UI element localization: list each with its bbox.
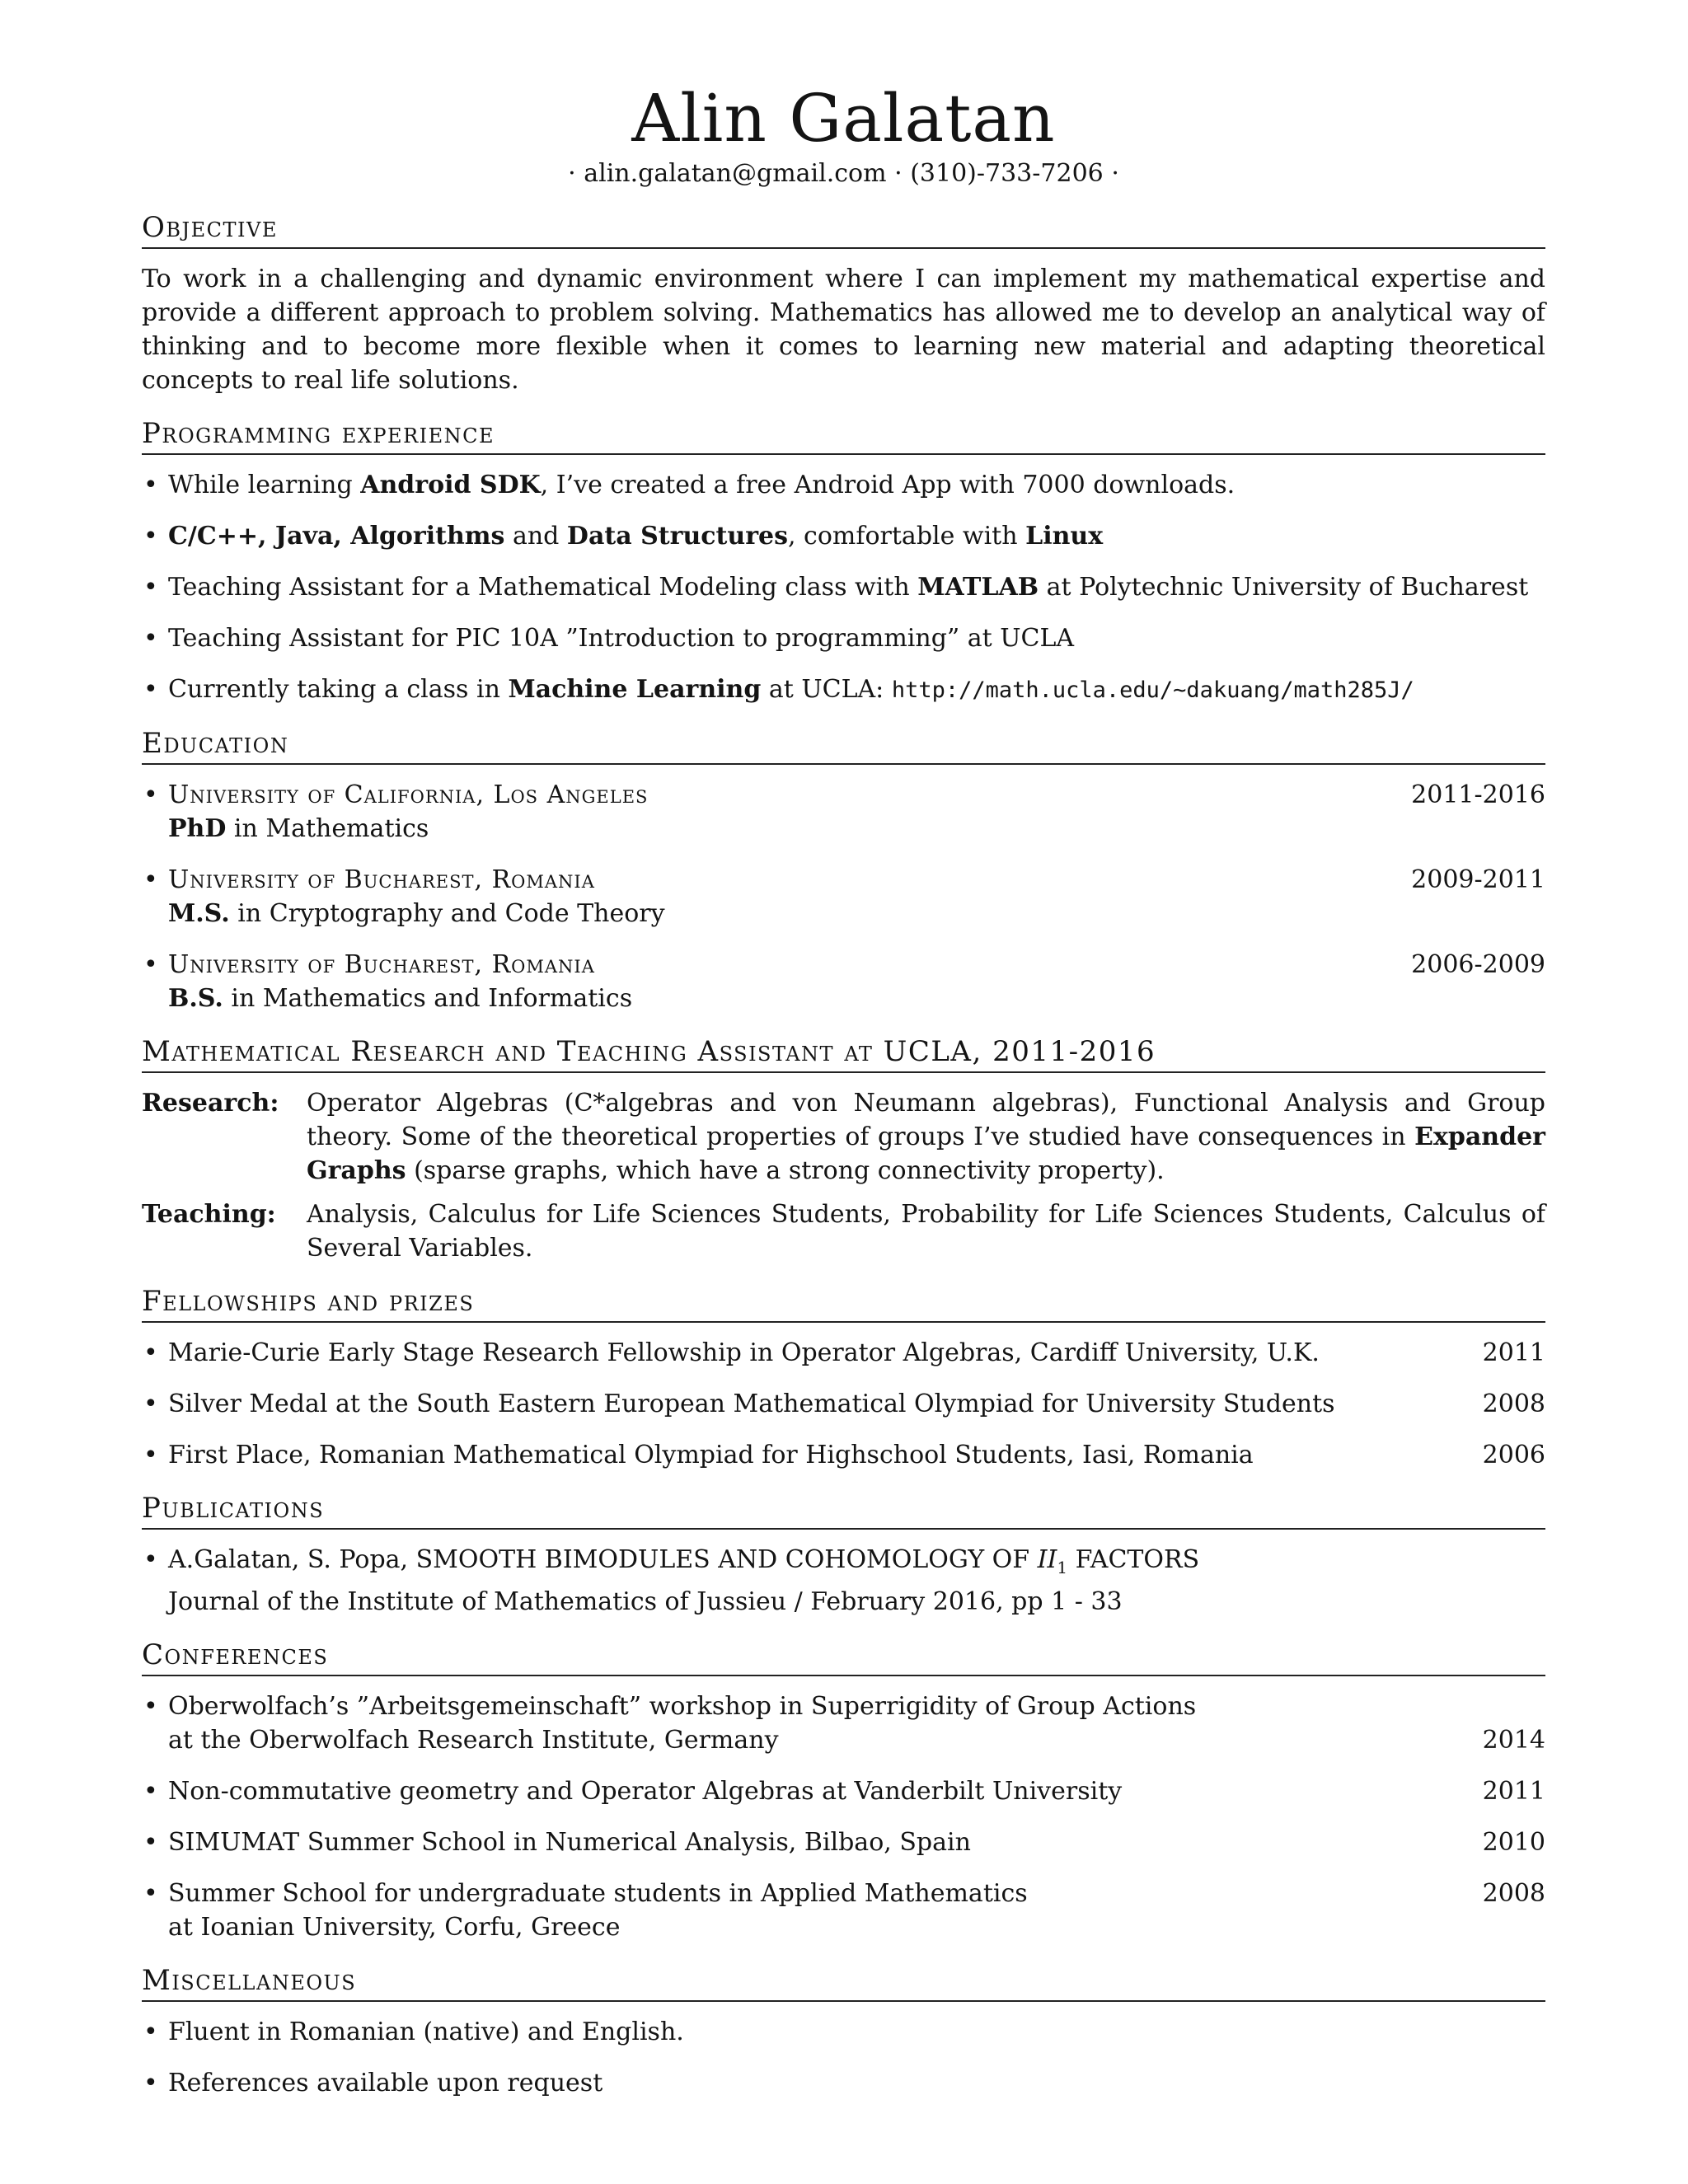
school-name: University of Bucharest, Romania xyxy=(168,950,595,979)
list-item: • 2011 Marie-Curie Early Stage Research Fellowship in Operator Algebras, Cardiff University, U.K. xyxy=(142,1336,1545,1370)
school-name: University of Bucharest, Romania xyxy=(168,865,595,894)
programming-list xyxy=(142,468,1545,707)
section-title-research: Mathematical Research and Teaching Assistant at UCLA, 2011-2016 xyxy=(142,1033,1545,1073)
education-item: • 2009-2011 University of Bucharest, Romania M.S. in Cryptography and Code Theory xyxy=(142,863,1545,930)
misc-section xyxy=(142,1962,1545,2100)
school-name: University of California, Los Angeles xyxy=(168,780,649,809)
education-item: • 2006-2009 University of Bucharest, Romania B.S. in Mathematics and Informatics xyxy=(142,948,1545,1015)
list-item: • Teaching Assistant for PIC 10A ”Introduction to programming” at UCLA xyxy=(142,621,1545,655)
education-item: • 2011-2016 University of California, Los Angeles PhD in Mathematics xyxy=(142,778,1545,846)
degree: PhD xyxy=(168,814,227,843)
contact-separator: · xyxy=(1111,159,1119,188)
list-item: • 2008 Silver Medal at the South Eastern European Mathematical Olympiad for University Students xyxy=(142,1387,1545,1421)
research-row xyxy=(142,1086,1545,1188)
teaching-text: Analysis, Calculus for Life Sciences Students, Probability for Life Sciences Students, Calculus of Several Variables. xyxy=(307,1200,1545,1263)
course-url-link[interactable]: http://math.ucla.edu/~dakuang/math285J/ xyxy=(891,677,1414,703)
teaching-label: Teaching: xyxy=(142,1200,276,1229)
research-label: Research: xyxy=(142,1089,279,1118)
math-symbol: II xyxy=(1037,1545,1057,1574)
list-item: • 2011 Non-commutative geometry and Operator Algebras at Vanderbilt University xyxy=(142,1774,1545,1808)
section-title-programming: Programming experience xyxy=(142,415,1545,455)
list-item: • While learning Android SDK, I’ve created a free Android App with 7000 downloads. xyxy=(142,468,1545,502)
objective-text: To work in a challenging and dynamic environment where I can implement my mathematical expertise and provide a different approach to problem solving. Mathematics has allowed me to develop an analytical way of thinking and to become more flexible when it comes to learning new material and adapting theoretical concepts to real life solutions. xyxy=(142,265,1545,395)
education-section xyxy=(142,725,1545,1015)
candidate-name: Alin Galatan xyxy=(631,80,1056,157)
list-item: • C/C++, Java, Algorithms and Data Structures, comfortable with Linux xyxy=(142,519,1545,553)
section-title-fellowships: Fellowships and prizes xyxy=(142,1283,1545,1323)
list-item: • Currently taking a class in Machine Learning at UCLA: http://math.ucla.edu/~dakuang/math285J/ xyxy=(142,673,1545,707)
education-list xyxy=(142,778,1545,1015)
section-title-publications: Publications xyxy=(142,1490,1545,1530)
education-years: • 2011-2016 xyxy=(1411,780,1545,809)
list-item: • Teaching Assistant for a Mathematical Modeling class with MATLAB at Polytechnic University of Bucharest xyxy=(142,570,1545,604)
fellowships-list xyxy=(142,1336,1545,1472)
contact-separator: · xyxy=(568,159,576,188)
teaching-row xyxy=(142,1197,1545,1265)
section-title-misc: Miscellaneous xyxy=(142,1962,1545,2002)
objective-section xyxy=(142,209,1545,397)
list-item: • References available upon request xyxy=(142,2066,1545,2100)
publication-item: • A.Galatan, S. Popa, SMOOTH BIMODULES AND COHOMOLOGY OF $II_1$ FACTORS Journal of the Institute of Mathematics of Jussieu / February 2016, pp 1 - 33 xyxy=(142,1543,1545,1619)
resume-page xyxy=(142,79,1545,2100)
fellowships-section xyxy=(142,1283,1545,1472)
phone-number: (310)-733-7206 xyxy=(910,159,1104,188)
list-item: • 2010 SIMUMAT Summer School in Numerical Analysis, Bilbao, Spain xyxy=(142,1825,1545,1859)
contact-separator: · xyxy=(894,159,903,188)
section-title-conferences: Conferences xyxy=(142,1637,1545,1676)
publications-list xyxy=(142,1543,1545,1619)
misc-list xyxy=(142,2015,1545,2100)
conferences-section xyxy=(142,1637,1545,1944)
degree: B.S. xyxy=(168,984,223,1013)
contact-line xyxy=(142,158,1545,190)
list-item: • Fluent in Romanian (native) and English. xyxy=(142,2015,1545,2049)
list-item: • Oberwolfach’s ”Arbeitsgemeinschaft” workshop in Superrigidity of Group Actions 2014 at the Oberwolfach Research Institute, Germany xyxy=(142,1690,1545,1757)
education-years: • 2009-2011 xyxy=(1411,865,1545,894)
research-text: Operator Algebras (C*algebras and von Neumann algebras), Functional Analysis and Group theory. Some of the theoretical properties of groups I’ve studied have consequences in Expander Graphs (sparse graphs, which have a strong connectivity property). xyxy=(307,1089,1545,1185)
degree: M.S. xyxy=(168,899,230,928)
section-title-education: Education xyxy=(142,725,1545,765)
research-section xyxy=(142,1033,1545,1265)
programming-section xyxy=(142,415,1545,707)
list-item: • 2006 First Place, Romanian Mathematical Olympiad for Highschool Students, Iasi, Romania xyxy=(142,1438,1545,1472)
section-title-objective: Objective xyxy=(142,209,1545,249)
email-link[interactable]: alin.galatan@gmail.com xyxy=(584,159,887,188)
education-years: • 2006-2009 xyxy=(1411,950,1545,979)
publications-section xyxy=(142,1490,1545,1619)
list-item: • 2008 Summer School for undergraduate students in Applied Mathematics at Ioanian University, Corfu, Greece xyxy=(142,1877,1545,1944)
conferences-list xyxy=(142,1690,1545,1944)
